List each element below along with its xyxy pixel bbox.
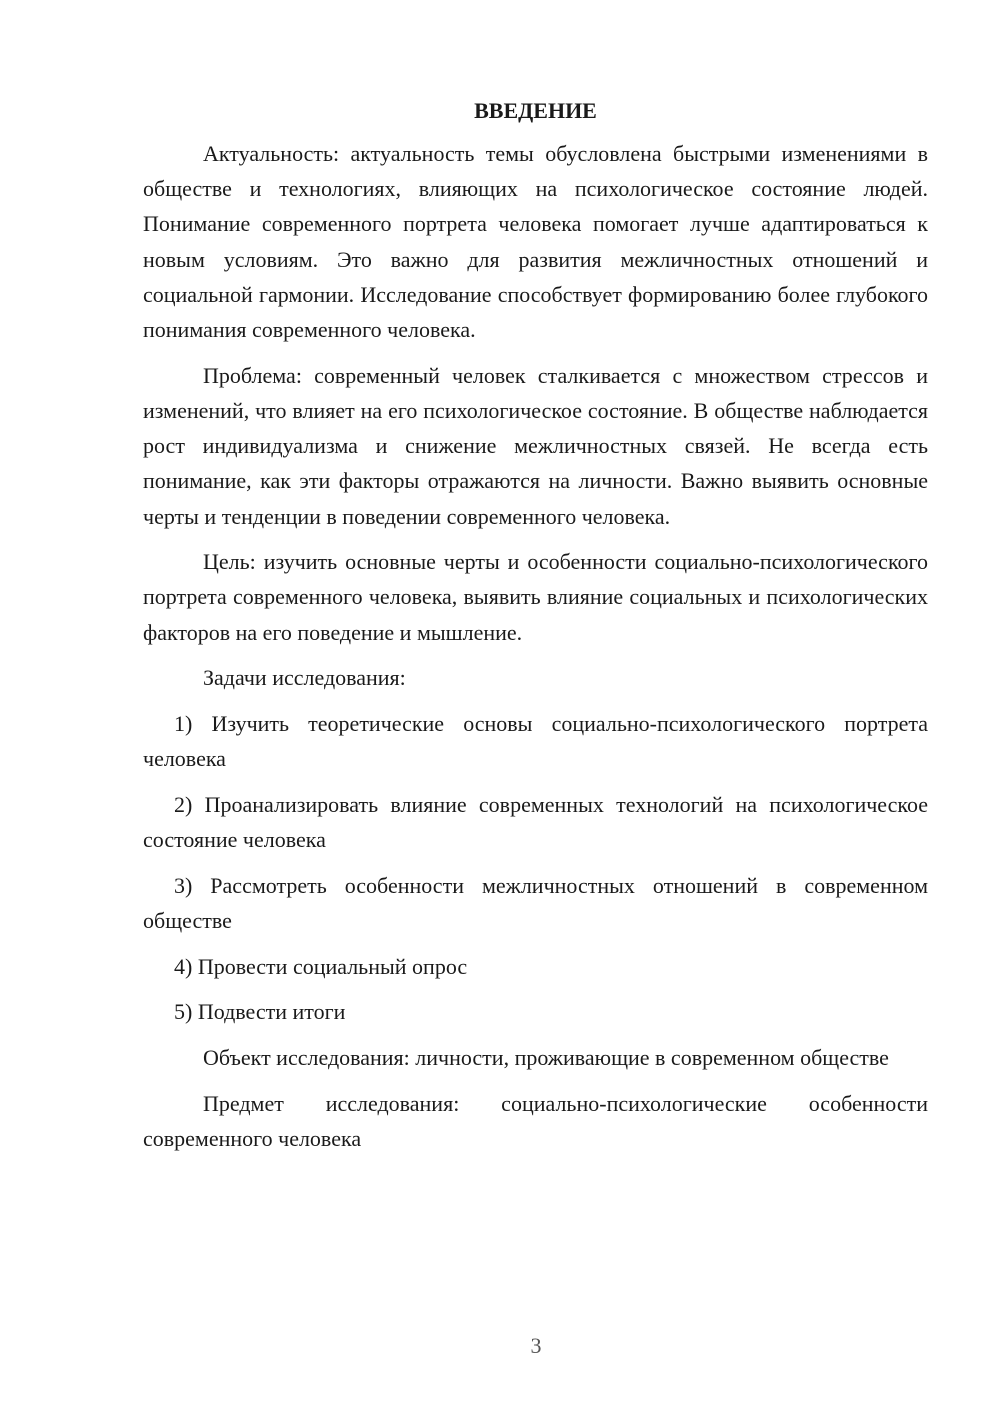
task-item-5: 5) Подвести итоги	[174, 999, 346, 1025]
task-item-4: 4) Провести социальный опрос	[174, 953, 468, 979]
task-item-1: 1) Изучить теоретические основы социально-психологического портрета человека	[143, 711, 928, 772]
page-number: 3	[530, 1333, 542, 1358]
object-paragraph: Объект исследования: личности, проживающие в современном обществе	[203, 1045, 889, 1071]
goal-paragraph: Цель: изучить основные черты и особенности социально-психологического портрета современного человека, выявить влияние социальных и психологических факторов на его поведение и мышление.	[143, 549, 928, 645]
page-title: ВВЕДЕНИЕ	[474, 98, 597, 123]
document-page	[143, 96, 928, 1167]
subject-paragraph: Предмет исследования: социально-психологические особенности современного человека	[143, 1090, 928, 1152]
problem-paragraph: Проблема: современный человек сталкивается с множеством стрессов и изменений, что влияет на его психологическое состояние. В обществе наблюдается рост индивидуализма и снижение межличностных связей. Не всегда есть понимание, как эти факторы отражаются на личности. Важно выявить основные черты и тенденции в поведении современного человека.	[143, 362, 928, 529]
tasks-heading: Задачи исследования:	[203, 665, 406, 691]
task-item-3: 3) Рассмотреть особенности межличностных отношений в современном обществе	[143, 872, 928, 934]
task-item-2: 2) Проанализировать влияние современных технологий на психологическое состояние человека	[143, 791, 928, 853]
relevance-paragraph: Актуальность: актуальность темы обусловлена быстрыми изменениями в обществе и технологиях, влияющих на психологическое состояние людей. Понимание современного портрета человека помогает лучше адаптироваться к новым условиям. Это важно для развития межличностных отношений и социальной гармонии. Исследование способствует формированию более глубокого понимания современного человека.	[143, 141, 928, 343]
